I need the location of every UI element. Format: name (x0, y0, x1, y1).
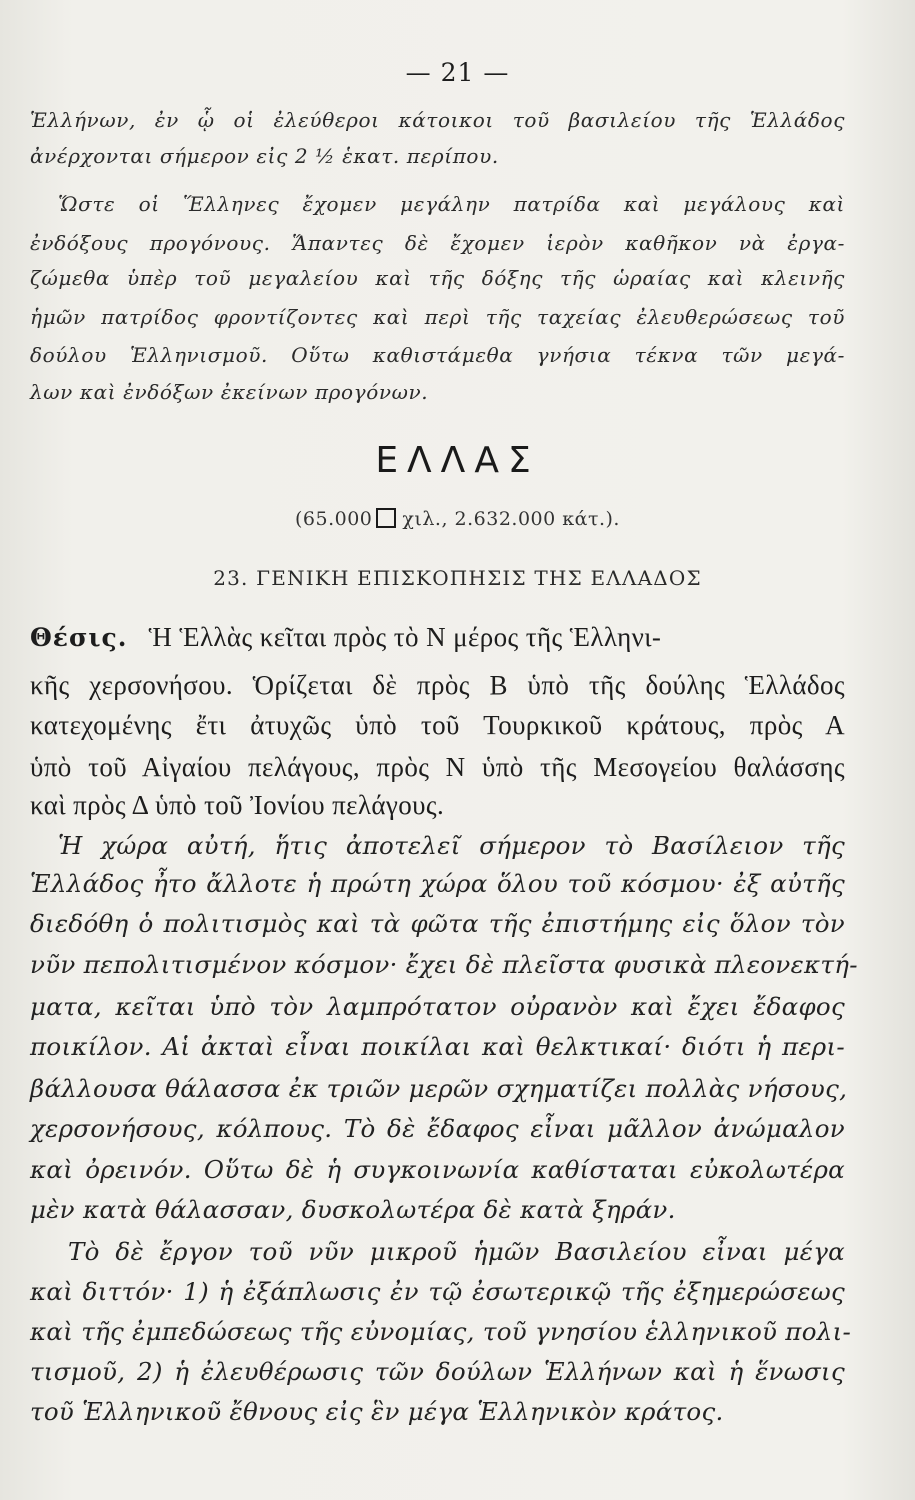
text-line: καὶ ὀρεινόν. Οὕτω δὲ ἡ συγκοινωνία καθίσταται εὐκολωτέρα (30, 1155, 845, 1184)
text-line: βάλλουσα θάλασσα ἐκ τριῶν μερῶν σχηματίζει πολλὰς νήσους, (30, 1074, 848, 1103)
text-line: Ὥστε οἱ Ἕλληνες ἔχομεν μεγάλην πατρίδα καὶ μεγάλους καὶ (58, 192, 845, 216)
country-title: ΕΛΛΑΣ (375, 440, 540, 481)
text-line: καὶ πρὸς Δ ὑπὸ τοῦ Ἰονίου πελάγους. (30, 790, 445, 820)
text-line: ἀνέρχονται σήμερον εἰς 2 ½ ἑκατ. περίπου. (30, 144, 499, 168)
text-line (30, 624, 845, 651)
text-line: Τὸ δὲ ἔργον τοῦ νῦν μικροῦ ἡμῶν Βασιλείου εἶναι μέγα (68, 1237, 845, 1266)
text-line: ἡμῶν πατρίδος φροντίζοντες καὶ περὶ τῆς ταχείας ἐλευθερώσεως τοῦ (30, 305, 845, 329)
text-line: διεδόθη ὁ πολιτισμὸς καὶ τὰ φῶτα τῆς ἐπιστήμης εἰς ὅλον τὸν (30, 909, 845, 938)
text-line: κῆς χερσονήσου. Ὁρίζεται δὲ πρὸς Β ὑπὸ τῆς δούλης Ἑλλάδος (30, 670, 845, 700)
text-line: μὲν κατὰ θάλασσαν, δυσκολωτέρα δὲ κατὰ ξηράν. (30, 1195, 676, 1224)
text-line: καὶ διττόν· 1) ἡ ἐξάπλωσις ἐν τῷ ἐσωτερικῷ τῆς ἐξημερώσεως (30, 1277, 845, 1306)
text-fragment: Ἡ Ἑλλὰς κεῖται πρὸς τὸ Ν μέρος τῆς Ἑλληνι- (148, 622, 662, 652)
text-line: κατεχομένης ἔτι ἀτυχῶς ὑπὸ τοῦ Τουρκικοῦ κράτους, πρὸς Α (30, 710, 845, 740)
country-stats (0, 508, 915, 530)
text-line: νῦν πεπολιτισμένον κόσμον· ἔχει δὲ πλεῖστα φυσικὰ πλεονεκτή- (30, 950, 858, 979)
square-symbol-icon (376, 508, 396, 528)
text-line: Ἑλλήνων, ἐν ᾧ οἱ ἐλεύθεροι κάτοικοι τοῦ βασιλείου τῆς Ἑλλάδος (30, 108, 845, 132)
text-line: χερσονήσους, κόλπους. Τὸ δὲ ἔδαφος εἶναι μᾶλλον ἀνώμαλον (30, 1114, 845, 1143)
text-line: Ἡ χώρα αὐτή, ἥτις ἀποτελεῖ σήμερον τὸ Βασίλειον τῆς (58, 831, 845, 860)
text-line: ποικίλον. Αἱ ἀκταὶ εἶναι ποικίλαι καὶ θελκτικαί· διότι ἡ περι- (30, 1032, 845, 1061)
text-line: δούλου Ἑλληνισμοῦ. Οὕτω καθιστάμεθα γνήσια τέκνα τῶν μεγά- (30, 343, 845, 367)
run-in-heading: Θέσις. (30, 623, 128, 652)
text-line: ἐνδόξους προγόνους. Ἅπαντες δὲ ἔχομεν ἱερὸν καθῆκον νὰ ἐργα- (30, 231, 845, 255)
text-line: ζώμεθα ὑπὲρ τοῦ μεγαλείου καὶ τῆς δόξης τῆς ὡραίας καὶ κλεινῆς (30, 266, 845, 290)
text-line: τοῦ Ἑλληνικοῦ ἔθνους εἰς ἓν μέγα Ἑλληνικὸν κράτος. (30, 1397, 724, 1426)
text-line: Ἑλλάδος ἦτο ἄλλοτε ἡ πρώτη χώρα ὅλου τοῦ κόσμου· ἐξ αὐτῆς (30, 869, 845, 898)
text-line: καὶ τῆς ἐμπεδώσεως τῆς εὐνομίας, τοῦ γνησίου ἑλληνικοῦ πολι- (30, 1317, 852, 1346)
text-line: ματα, κεῖται ὑπὸ τὸν λαμπρότατον οὐρανὸν καὶ ἔχει ἔδαφος (30, 992, 845, 1021)
page-number: — 21 — (405, 58, 510, 87)
population-value: χιλ., 2.632.000 κάτ.). (402, 508, 620, 530)
area-value: (65.000 (295, 508, 373, 530)
text-line: τισμοῦ, 2) ἡ ἐλευθέρωσις τῶν δούλων Ἑλλήνων καὶ ἡ ἕνωσις (30, 1357, 845, 1386)
text-line: λων καὶ ἐνδόξων ἐκείνων προγόνων. (30, 380, 429, 404)
section-heading: 23. ΓΕΝΙΚΗ ΕΠΙΣΚΟΠΗΣΙΣ ΤΗΣ ΕΛΛΑΔΟΣ (213, 566, 702, 590)
text-line: ὑπὸ τοῦ Αἰγαίου πελάγους, πρὸς Ν ὑπὸ τῆς Μεσογείου θαλάσσης (30, 752, 845, 782)
